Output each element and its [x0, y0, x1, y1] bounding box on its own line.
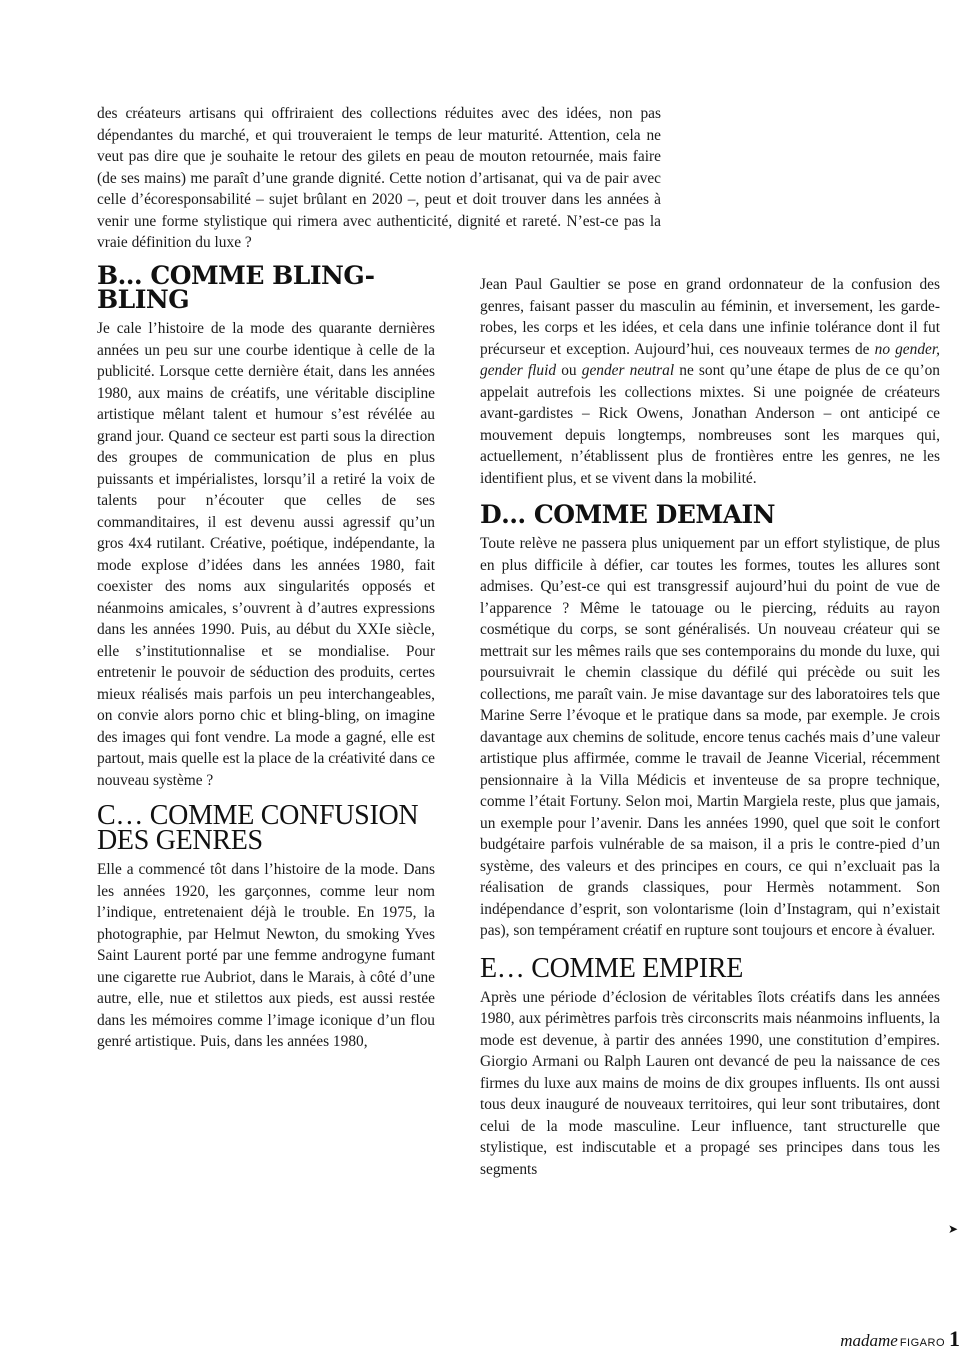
page-number: 1 [949, 1326, 960, 1351]
section-c-continued-body [480, 274, 940, 489]
section-b-heading: B… COMME BLING-BLING [97, 261, 375, 314]
italic-term-2: gender neutral [581, 362, 675, 379]
section-c-body: Elle a commencé tôt dans l’histoire de la mode. Dans les années 1920, les garçonnes, comme leur nom l’indique, entretenaient déjà le trouble. En 1975, la photographie, par Helmut Newton, du smoking Yves Saint Laurent porté par une femme androgyne fumant une cigarette rue Aubriot, dans le Marais, à côté d’une autre, elle, nue et stilettos aux pieds, est aussi restée dans les mémoires comme l’image iconique d’un flou genré artistique. Puis, dans les années 1980, [97, 861, 435, 1050]
left-column [97, 261, 436, 1061]
italic-terms: no gender, gender fluid [480, 340, 940, 379]
brand-caps: FIGARO [899, 1337, 945, 1349]
right-column [480, 274, 940, 1188]
section-d-body: Toute relève ne passera plus uniquement par un effort stylistique, de plus en plus difficile à défier, car toutes les formes, toutes les allures sont admises. Qu’est-ce qui est transgressif aujourd’hui du point de vue de l’apparence ? Même le tatouage ou le piercing, réduits au rayon cosmétique du corps, se sont généralisés. Un nouveau créateur qui se mettrait sur les mêmes rails que ses contemporains du monde du luxe, qui poursuivrait le chemin classique du défilé qui précède ou suit les collections, me paraît vain. Je mise davantage sur des laboratoires tels que Marine Serre l’évoque et le pratique dans sa mode, par exemple. Je crois davantage aux chemins de solitude, encore tenus cachés mais d’une valeur artistique plus affirmée, comme le travail de Jeanne Vicerial, récemment pensionnaire à la Villa Médicis et inventeuse de sa propre technique, comme l’était Fortuny. Selon moi, Martin Margiela reste, plus que jamais, un exemple pour l’avenir. Dans les années 1990, quel que soit le confort budgétaire parfois vulnérable de sa maison, il a pris le contre-pied d’un système, des valeurs et des principes en cours, ce qui n’excluait pas la réalisation de grands classiques, pour Hermès notamment. Son indépendance d’esprit, son volontarisme (loin d’Instagram, qui n’existait pas), son tempérament créatif en rupture sont toujours et encore à évaluer. [480, 535, 940, 939]
connector-word: ou [561, 362, 577, 379]
section-b-body: Je cale l’histoire de la mode des quarante dernières années un peu sur une courbe identique à celle de la publicité. Lorsque cette dernière était, dans les années 1980, aux mains de créatifs, une véritable discipline artistique mêlant talent et humour s’est révélée au grand jour. Quand ce secteur est parti sous la direction des groupes de communication de plus en plus puissants et impérialistes, lorsqu’il a retiré la voix de talents pour n’écouter que celles de ses commanditaires, il est devenu aussi agressif qu’un gros 4x4 rutilant. Créative, poétique, indépendante, la mode explose d’idées dans les années 1980, fait coexister des noms aux singularités opposés et néanmoins amicales, s’ouvrent à d’autres expressions dans les années 1990. Puis, au début du XXIe siècle, elle s’institutionnalise et se mondialise. Pour entretenir le pouvoir de séduction des produits, certes mieux réalisés mais parfois un peu interchangeables, on convie alors porno chic et bling-bling, on imagine des images qui font vendre. La mode a gagné, elle est partout, mais quelle est la place de la créativité dans ce nouveau système ? [97, 320, 436, 789]
section-e [480, 952, 940, 1181]
section-c-continued [480, 274, 940, 489]
section-c-continued-after: ne sont qu’une étape de plus de ce qu’on appelait autrefois les collections mixtes. Si une poignée de créateurs avant-gardistes – Rick Owens, Jonathan Anderson – ont anticipé ce mouvement depuis longtemps, nombreuses sont les marques qui, actuellement, n’établissent plus de frontières entre les genres, ne les identifient plus, et se vivent dans la mobilité. [480, 362, 940, 487]
section-c [97, 800, 435, 1053]
section-c-continued-before: Jean Paul Gaultier se pose en grand ordonnateur de la confusion des genres, faisant passer du masculin au féminin, et inversement, les garde-robes, les corps et les idées, et cela dans une infinie tolérance dont il fut précurseur et exception. Aujourd’hui, ces nouveaux termes de [480, 276, 940, 358]
page-footer [840, 1326, 960, 1350]
section-e-heading: E… COMME EMPIRE [480, 952, 744, 984]
continue-arrow-icon: ➤ [948, 1222, 959, 1236]
brand-script: madame [840, 1331, 898, 1350]
section-b [97, 261, 436, 791]
section-c-heading: C… COMME CONFUSION DES GENRES [97, 800, 419, 856]
section-d-heading: D… COMME DEMAIN [480, 500, 776, 529]
section-e-body: Après une période d’éclosion de véritables îlots créatifs dans les années 1980, aux périmètres parfois très circonscrits mais néanmoins influents, la mode est devenue, à partir des années 1990, une constitution d’empires. Giorgio Armani ou Ralph Lauren ont devancé de peu la naissance de ces firmes du luxe aux mains de moins de dix groupes influents. Ils ont aussi tous deux inauguré de nouveaux territoires, qui leur sont tributaires, dont celui de la mode masculine. Leur influence, tant structurelle que stylistique, est indiscutable et a propagé ses principes dans tous les segments [480, 988, 940, 1178]
section-d [480, 500, 940, 942]
intro-paragraph: des créateurs artisans qui offriraient des collections réduites avec des idées, non pas dépendantes du marché, et qui trouveraient le temps de leur maturité. Attention, cela ne veut pas dire que je souhaite le retour des gilets en peau de mouton retournée, mais faire (de ses mains) me paraît d’une grande dignité. Cette notion d’artisanat, qui va de pair avec celle d’écoresponsabilité – sujet brûlant en 2020 –, peut et doit trouver dans les années à venir une forme stylistique qui rimera avec authenticité, dignité et rareté. N’est-ce pas la vraie définition du luxe ? [97, 105, 661, 251]
